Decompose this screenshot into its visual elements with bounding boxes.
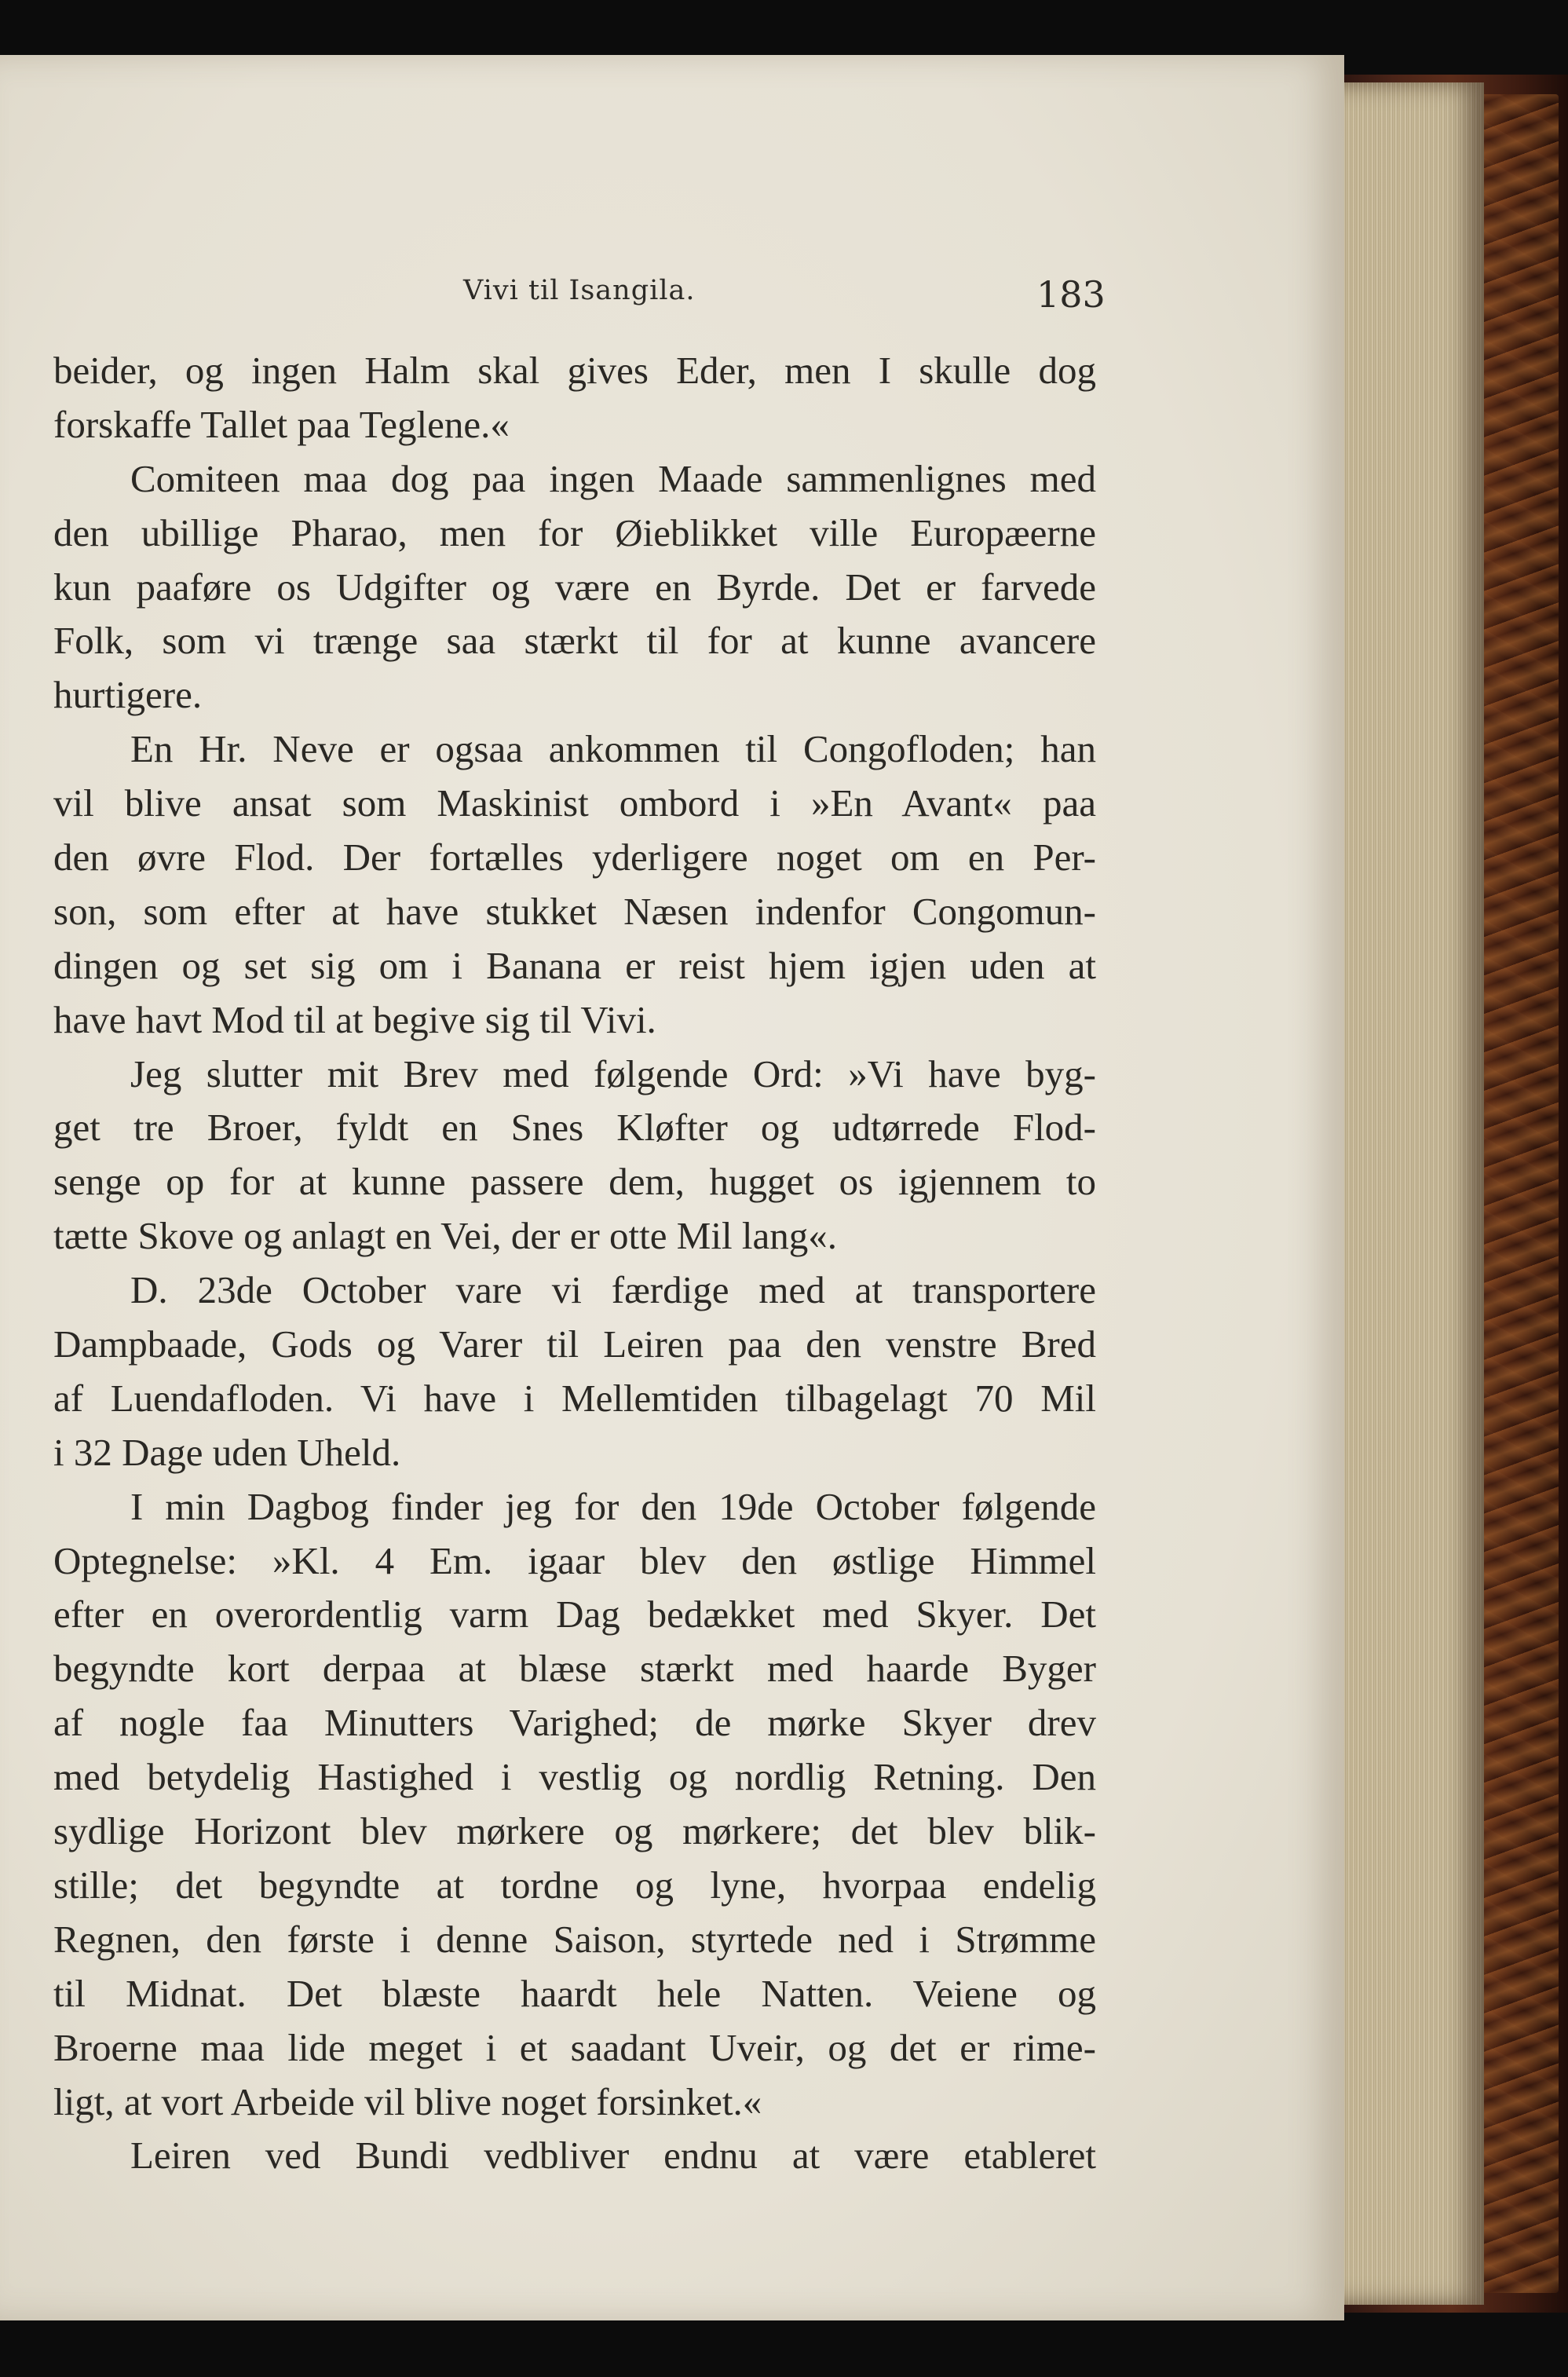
text-line: have havt Mod til at begive sig til Vivi. xyxy=(53,997,656,1041)
text-line: vil blive ansat som Maskinist ombord i »En Avant« paa xyxy=(53,781,1096,825)
text-line: senge op for at kunne passere dem, hugget os igjennem to xyxy=(53,1160,1096,1204)
page-block-edge xyxy=(1327,82,1484,2305)
text-line: Jeg slutter mit Brev med følgende Ord: »Vi have byg- xyxy=(130,1051,1096,1095)
text-line: Comiteen maa dog paa ingen Maade sammenlignes med xyxy=(130,456,1096,500)
text-line: son, som efter at have stukket Næsen indenfor Congomun- xyxy=(53,889,1096,933)
text-line: Folk, som vi trænge saa stærkt til for at kunne avancere xyxy=(53,619,1096,663)
text-line: Broerne maa lide meget i et saadant Uveir, og det er rime- xyxy=(53,2025,1096,2069)
text-line: Dampbaade, Gods og Varer til Leiren paa den venstre Bred xyxy=(53,1322,1096,1366)
page-number: 183 xyxy=(1036,273,1106,316)
body-text xyxy=(53,344,1096,2183)
text-line: i 32 Dage uden Uheld. xyxy=(53,1430,401,1474)
text-line: stille; det begyndte at tordne og lyne, hvorpaa endelig xyxy=(53,1863,1096,1907)
book-page xyxy=(0,55,1344,2320)
text-line: beider, og ingen Halm skal gives Eder, men I skulle dog xyxy=(53,349,1096,392)
text-line: kun paaføre os Udgifter og være en Byrde. Det er farvede xyxy=(53,565,1096,609)
text-line: af nogle faa Minutters Varighed; de mørke Skyer drev xyxy=(53,1701,1096,1745)
text-line: af Luendafloden. Vi have i Mellemtiden tilbagelagt 70 Mil xyxy=(53,1376,1096,1420)
text-line: dingen og set sig om i Banana er reist hjem igjen uden at xyxy=(53,943,1096,987)
page-header xyxy=(0,220,1344,316)
text-line: den øvre Flod. Der fortælles yderligere noget om en Per- xyxy=(53,836,1096,879)
text-line: En Hr. Neve er ogsaa ankommen til Congofloden; han xyxy=(130,727,1096,771)
text-line: den ubillige Pharao, men for Øieblikket ville Europæerne xyxy=(53,510,1096,554)
text-line: forskaffe Tallet paa Teglene.« xyxy=(53,402,510,446)
text-line: til Midnat. Det blæste haardt hele Natten. Veiene og xyxy=(53,1971,1096,2015)
text-line: Leiren ved Bundi vedbliver endnu at være etableret xyxy=(130,2134,1096,2178)
text-line: get tre Broer, fyldt en Snes Kløfter og udtørrede Flod- xyxy=(53,1106,1096,1150)
marbled-spine xyxy=(1476,94,1559,2293)
text-line: ligt, at vort Arbeide vil blive noget forsinket.« xyxy=(53,2079,762,2123)
text-line: efter en overordentlig varm Dag bedækket med Skyer. Det xyxy=(53,1593,1096,1636)
text-line: hurtigere. xyxy=(53,673,203,717)
text-line: begyndte kort derpaa at blæse stærkt med haarde Byger xyxy=(53,1647,1096,1691)
text-line: med betydelig Hastighed i vestlig og nordlig Retning. Den xyxy=(53,1755,1096,1799)
text-line: Regnen, den første i denne Saison, styrtede ned i Strømme xyxy=(53,1917,1096,1961)
text-line: sydlige Horizont blev mørkere og mørkere; det blev blik- xyxy=(53,1809,1096,1853)
text-line: Optegnelse: »Kl. 4 Em. igaar blev den østlige Himmel xyxy=(53,1538,1096,1582)
text-line: tætte Skove og anlagt en Vei, der er otte Mil lang«. xyxy=(53,1214,837,1258)
text-line: D. 23de October vare vi færdige med at transportere xyxy=(130,1268,1096,1312)
text-line: I min Dagbog finder jeg for den 19de October følgende xyxy=(130,1484,1096,1528)
running-title: Vivi til Isangila. xyxy=(463,275,696,306)
